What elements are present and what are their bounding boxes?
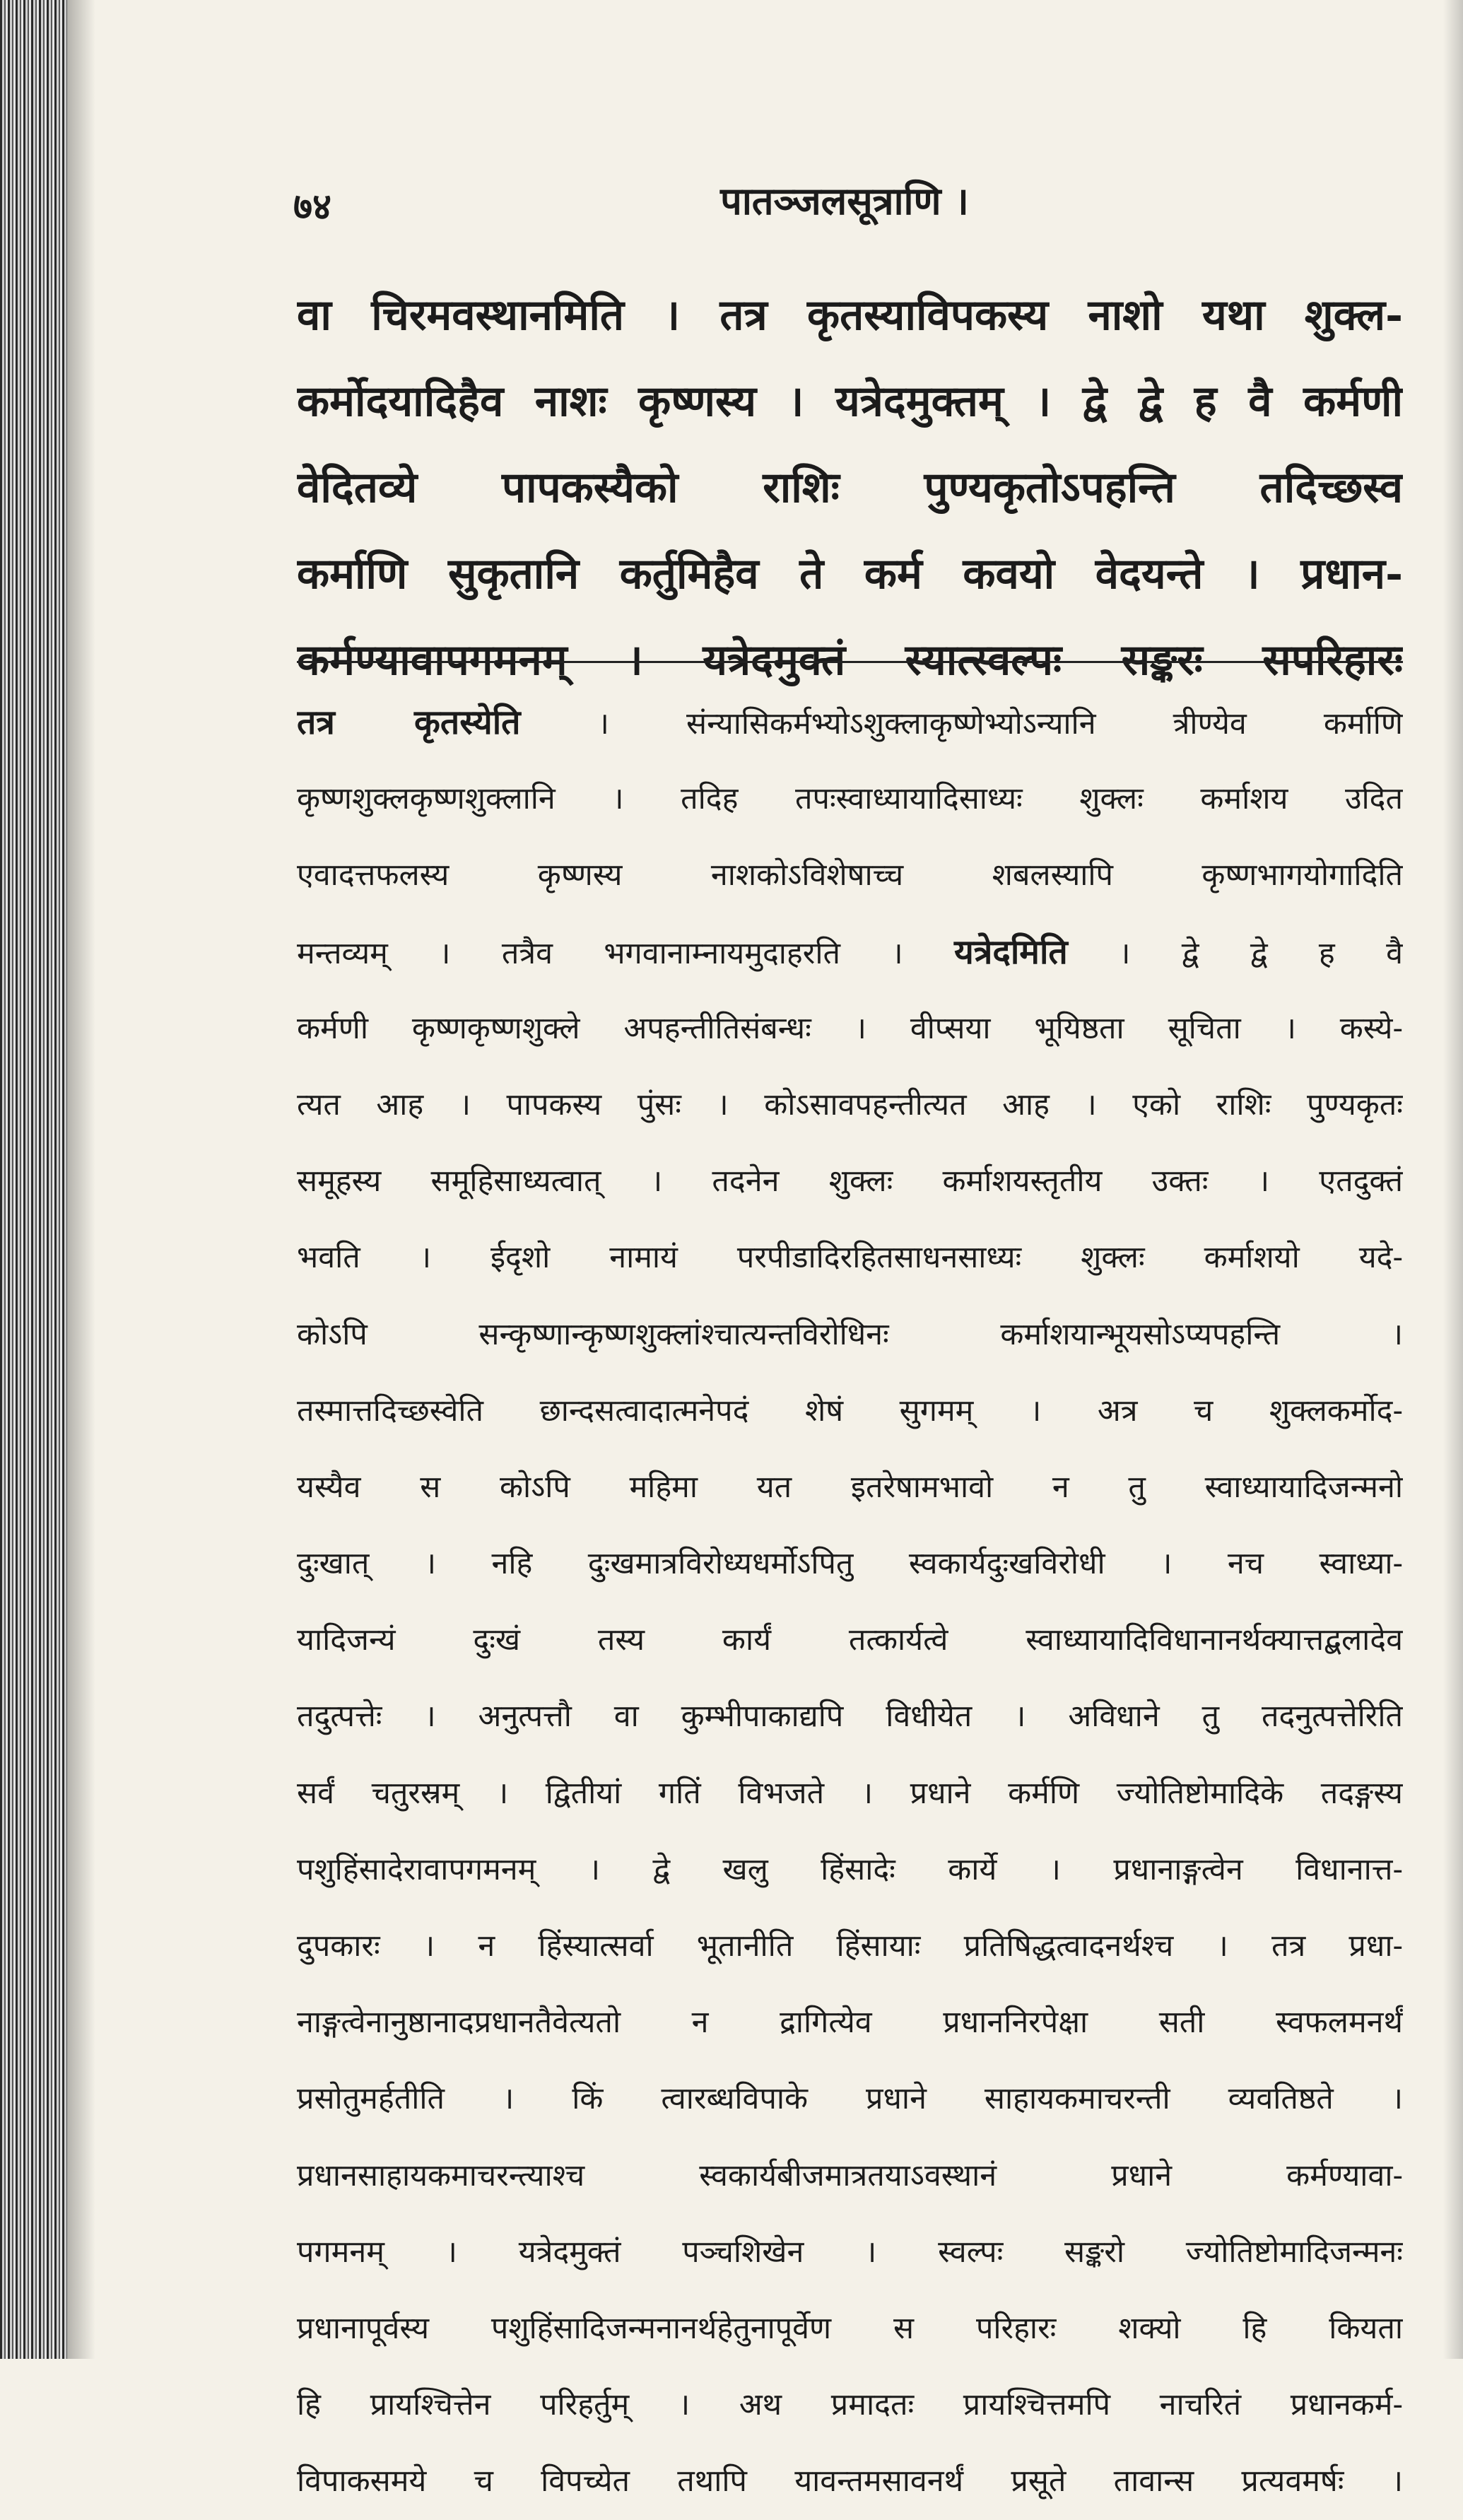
commentary-text: प्रसोतुमर्हतीति । किं त्वारब्धविपाके प्रधाने साहायकमाचरन्ती व्यवतिष्ठते । xyxy=(297,2081,1403,2117)
commentary-line xyxy=(297,2061,1403,2137)
commentary-line xyxy=(297,2443,1403,2519)
commentary-text: प्रधानसाहायकमाचरन्त्याश्च स्वकार्यबीजमात्रतयाऽवस्थानं प्रधाने कर्मण्यावा- xyxy=(297,2157,1403,2193)
commentary-line xyxy=(297,1296,1403,1373)
commentary-text: त्यत आह । पापकस्य पुंसः । कोऽसावपहन्तीत्यत आह । एको राशिः पुण्यकृतः xyxy=(297,1086,1403,1123)
commentary-text: यस्यैव स कोऽपि महिमा यत इतरेषामभावो न तु स्वाध्यायादिजन्मनो xyxy=(297,1469,1403,1505)
commentary-text: प्रधानापूर्वस्य पशुहिंसादिजन्मनानर्थहेतुनापूर्वेण स परिहारः शक्यो हि कियता xyxy=(297,2310,1403,2346)
separator-rule xyxy=(297,661,1403,663)
sutra-line: वा चिरमवस्थानमिति । तत्र कृतस्याविपकस्य नाशो यथा शुक्ल- xyxy=(297,291,1403,340)
commentary-line xyxy=(297,1219,1403,1296)
commentary-line xyxy=(297,761,1403,837)
commentary-text: एवादत्तफलस्य कृष्णस्य नाशकोऽविशेषाच्च शबलस्यापि कृष्णभागयोगादिति xyxy=(297,857,1403,893)
commentary-text: । द्वे द्वे ह वै xyxy=(1067,935,1403,971)
sutra-line: कर्मण्यावापगमनम् । यत्रेदमुक्तं स्यात्स्वल्पः सङ्करः सपरिहारः xyxy=(297,635,1403,685)
sutra-line: कर्माणि सुकृतानि कर्तुमिहैव ते कर्म कवयो वेदयन्ते । प्रधान- xyxy=(297,549,1403,599)
commentary-text: कृष्णशुक्लकृष्णशुक्लानि । तदिह तपःस्वाध्यायादिसाध्यः शुक्लः कर्माशय उदित xyxy=(297,781,1403,817)
commentary-text: नाङ्गत्वेनानुष्ठानादप्रधानतैवेत्यतो न द्रागित्येव प्रधाननिरपेक्षा सती स्वफलमनर्थं xyxy=(297,2005,1403,2041)
commentary-line xyxy=(297,2138,1403,2214)
commentary-text: यादिजन्यं दुःखं तस्य कार्यं तत्कार्यत्वे स्वाध्यायादिविधानानर्थक्यात्तद्बलादेव xyxy=(297,1622,1403,1658)
commentary-line xyxy=(297,1449,1403,1525)
commentary-text: । संन्यासिकर्मभ्योऽशुक्लाकृष्णेभ्योऽन्यानि त्रीण्येव कर्माणि xyxy=(520,706,1403,742)
commentary-line xyxy=(297,990,1403,1067)
page-edge-shadow xyxy=(1443,0,1463,2359)
commentary-line xyxy=(297,1602,1403,1678)
commentary-text: पगमनम् । यत्रेदमुक्तं पञ्चशिखेन । स्वल्पः सङ्करो ज्योतिष्टोमादिजन्मनः xyxy=(297,2234,1403,2270)
commentary-text: भवति । ईदृशो नामायं परपीडादिरहितसाधनसाध्यः शुक्लः कर्माशयो यदे- xyxy=(297,1240,1403,1276)
page-number: ७४ xyxy=(293,185,332,228)
pratika-citation: यत्रेदमिति xyxy=(954,932,1068,972)
commentary-text: पशुहिंसादेरावापगमनम् । द्वे खलु हिंसादेः कार्ये । प्रधानाङ्गत्वेन विधानात्त- xyxy=(297,1851,1403,1887)
commentary-text: समूहस्य समूहिसाध्यत्वात् । तदनेन शुक्लः कर्माशयस्तृतीय उक्तः । एतदुक्तं xyxy=(297,1164,1403,1200)
commentary-text: सर्वं चतुरस्रम् । द्वितीयां गतिं विभजते । प्रधाने कर्मणि ज्योतिष्टोमादिके तदङ्गस्य xyxy=(297,1775,1403,1811)
commentary-text: तदुत्पत्तेः । अनुत्पत्तौ वा कुम्भीपाकाद्यपि विधीयेत । अविधाने तु तदनुत्पत्तेरिति xyxy=(297,1699,1403,1735)
commentary-line xyxy=(297,2367,1403,2443)
commentary-line xyxy=(297,1984,1403,2061)
commentary-text: कोऽपि सन्कृष्णान्कृष्णशुक्लांश्चात्यन्तविरोधिनः कर्माशयान्भूयसोऽप्यपहन्ति । xyxy=(297,1316,1403,1352)
commentary-line xyxy=(297,1908,1403,1984)
commentary-line xyxy=(297,1143,1403,1219)
page-header xyxy=(293,173,1396,237)
commentary-line xyxy=(297,1067,1403,1143)
commentary-text: हि प्रायश्चित्तेन परिहर्तुम् । अथ प्रमादतः प्रायश्चित्तमपि नाचरितं प्रधानकर्म- xyxy=(297,2387,1403,2423)
commentary-line xyxy=(297,1373,1403,1449)
commentary-text: तस्मात्तदिच्छस्वेति छान्दसत्वादात्मनेपदं शेषं सुगमम् । अत्र च शुक्लकर्मोद- xyxy=(297,1393,1403,1429)
commentary-line xyxy=(297,684,1403,761)
commentary-text: दुपकारः । न हिंस्यात्सर्वा भूतानीति हिंसायाः प्रतिषिद्धत्वादनर्थश्च । तत्र प्रधा- xyxy=(297,1928,1403,1964)
sutra-line: कर्मोदयादिहैव नाशः कृष्णस्य । यत्रेदमुक्तम् । द्वे द्वे ह वै कर्मणी xyxy=(297,377,1403,426)
pratika-citation: तत्र कृतस्येति xyxy=(297,703,521,742)
book-binding-edge xyxy=(0,0,67,2359)
commentary-line xyxy=(297,914,1403,990)
running-title: पातञ्जलसूत्राणि । xyxy=(720,178,969,223)
sutra-block xyxy=(297,272,1403,703)
commentary-line xyxy=(297,1755,1403,1832)
commentary-text: कर्मणी कृष्णकृष्णशुक्ले अपहन्तीतिसंबन्धः । वीप्सया भूयिष्ठता सूचिता । कस्ये- xyxy=(297,1010,1403,1046)
commentary-line xyxy=(297,1678,1403,1754)
commentary-line xyxy=(297,837,1403,913)
commentary-line xyxy=(297,2290,1403,2367)
commentary-line xyxy=(297,2214,1403,2290)
commentary-text: विपाकसमये च विपच्येत तथापि यावन्तमसावनर्थं प्रसूते तावान्स प्रत्यवमर्षः । xyxy=(297,2463,1403,2500)
binding-shadow xyxy=(67,0,95,2359)
commentary-block xyxy=(297,684,1403,2520)
commentary-text: मन्तव्यम् । तत्रैव भगवानाम्नायमुदाहरति । xyxy=(297,935,954,971)
commentary-line xyxy=(297,1525,1403,1602)
commentary-text: दुःखात् । नहि दुःखमात्रविरोध्यधर्मोऽपितु स्वकार्यदुःखविरोधी । नच स्वाध्या- xyxy=(297,1546,1403,1582)
sutra-line: वेदितव्ये पापकस्यैको राशिः पुण्यकृतोऽपहन्ति तदिच्छस्व xyxy=(297,463,1403,512)
commentary-line xyxy=(297,1832,1403,1908)
